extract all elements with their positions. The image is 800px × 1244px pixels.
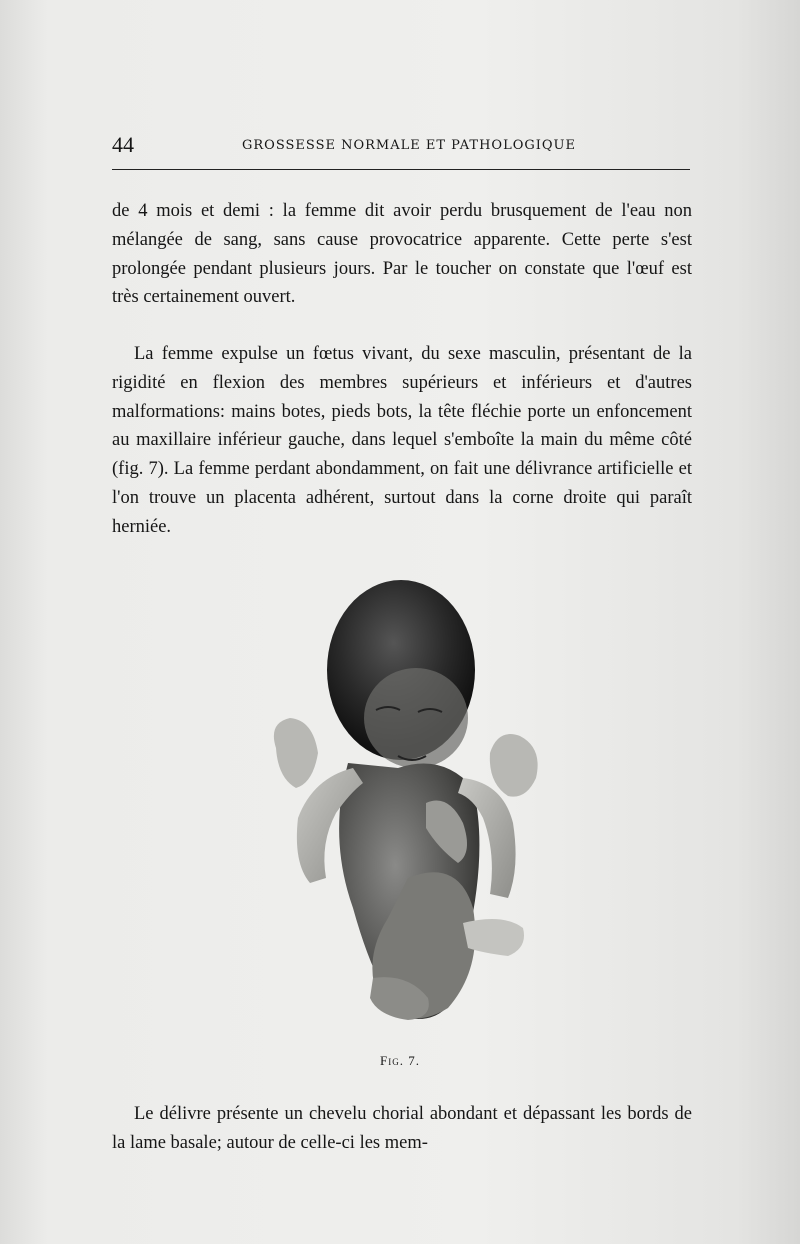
paragraph-2: [112, 340, 692, 542]
fetus-illustration: [258, 578, 558, 1038]
paragraph-1-text: de 4 mois et demi : la femme dit avoir perdu brusquement de l'eau non mélangée de sang, sans cause provocatrice apparente. Cette perte s'est prolongée pendant plusieurs jours. Par le toucher on constate que l'œuf est très certainement ouvert.: [112, 201, 692, 308]
paragraph-1: [112, 197, 692, 312]
page-number: 44: [112, 132, 134, 157]
fetus-photograph: [258, 578, 558, 1038]
figure-caption: Fig. 7.: [380, 1053, 420, 1068]
running-head: GROSSESSE NORMALE ET PATHOLOGIQUE: [242, 138, 576, 153]
paragraph-3: [112, 1100, 692, 1158]
page-header: [112, 128, 692, 164]
paragraph-2-text: La femme expulse un fœtus vivant, du sexe masculin, présentant de la rigidité en flexion des membres supérieurs et inférieurs et d'autres malformations: mains botes, pieds bots, la tête fléchie porte un enfoncement au maxillaire inférieur gauche, dans lequel s'emboîte la main du même côté (fig. 7). La femme perdant abondamment, on fait une délivrance artificielle et l'on trouve un placenta adhérent, surtout dans la corne droite qui paraît herniée.: [112, 344, 692, 537]
header-rule: [112, 169, 690, 170]
paragraph-3-text: Le délivre présente un chevelu chorial abondant et dépassant les bords de la lame basale; autour de celle-ci les mem-: [112, 1104, 692, 1153]
